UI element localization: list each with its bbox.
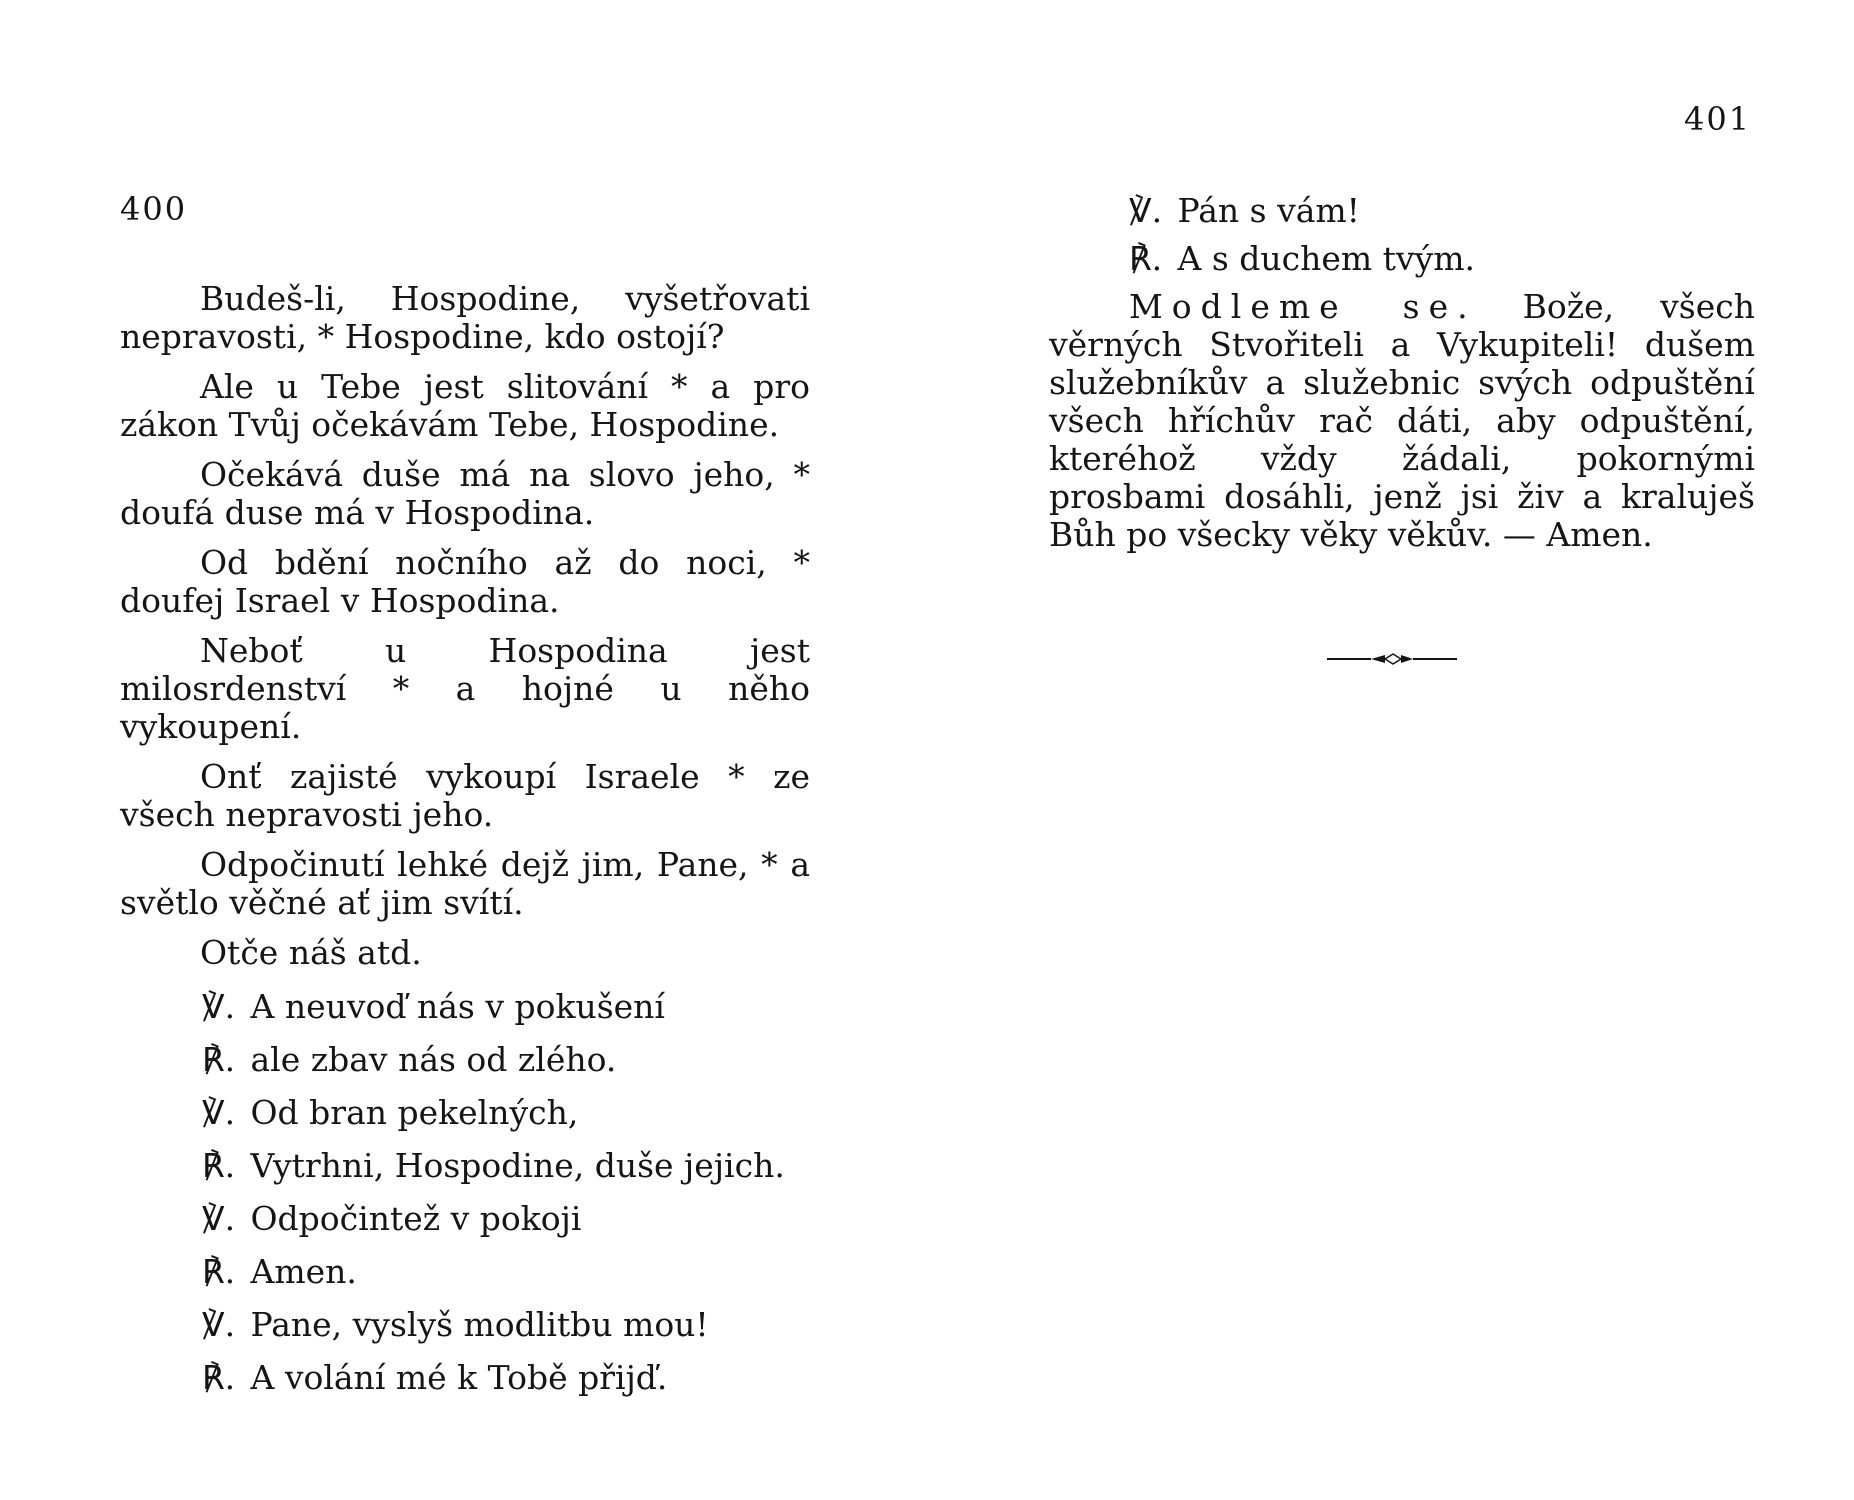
page-number: 400 <box>120 190 188 228</box>
prayer-heading: Modleme se. <box>1129 287 1477 326</box>
response-line <box>120 1359 810 1397</box>
right-page <box>927 0 1854 1500</box>
versicle-text: Od bran pekelných, <box>250 1093 579 1132</box>
prayer-text: Bože, všech věrných Stvořiteli a Vykupiteli! dušem služebníkův a služebnic svých odpuštění všech hříchův rač dáti, aby odpuštění, kteréhož vždy žádali, pokornými prosbami dosáhli, jenž jsi živ a kraluješ Bůh po všecky věky věkův. — Amen. <box>1049 287 1755 554</box>
response-symbol: ℟. <box>202 1146 236 1185</box>
versicle-text: Odpočintež v pokoji <box>250 1199 582 1238</box>
versicle-line <box>120 1306 810 1344</box>
versicle-line <box>120 1094 810 1132</box>
versicle-symbol: ℣. <box>1129 191 1163 230</box>
ornament-divider <box>1327 652 1457 666</box>
versicle-symbol: ℣. <box>202 1305 236 1344</box>
response-line <box>120 1253 810 1291</box>
our-father-line: Otče náš atd. <box>200 933 422 972</box>
left-text-column <box>120 280 810 1412</box>
response-symbol: ℟. <box>202 1358 236 1397</box>
psalm-verse: Od bdění nočního až do noci, * doufej Israel v Hospodina. <box>120 543 810 620</box>
psalm-verse: Onť zajisté vykoupí Israele * ze všech nepravosti jeho. <box>120 757 810 834</box>
versicle-symbol: ℣. <box>202 1093 236 1132</box>
response-line <box>120 1147 810 1185</box>
response-text: Vytrhni, Hospodine, duše jejich. <box>250 1146 785 1185</box>
versicle-line <box>1049 192 1755 230</box>
versicle-symbol: ℣. <box>202 1199 236 1238</box>
psalm-verse: Odpočinutí lehké dejž jim, Pane, * a světlo věčné ať jim svítí. <box>120 845 810 922</box>
versicle-text: Pane, vyslyš modlitbu mou! <box>250 1305 709 1344</box>
versicle-text: A neuvoď nás v pokušení <box>250 987 665 1026</box>
versicle-text: Pán s vám! <box>1177 191 1360 230</box>
psalm-verse: Neboť u Hospodina jest milosrdenství * a hojné u něho vykoupení. <box>120 631 810 746</box>
response-symbol: ℟. <box>202 1252 236 1291</box>
closing-prayer <box>1049 288 1755 554</box>
response-text: A s duchem tvým. <box>1177 239 1475 278</box>
page-number: 401 <box>1684 100 1752 138</box>
response-text: ale zbav nás od zlého. <box>250 1040 617 1079</box>
versicle-line <box>120 1200 810 1238</box>
versicle-line <box>120 988 810 1026</box>
response-line <box>120 1041 810 1079</box>
response-line <box>1049 240 1755 278</box>
response-symbol: ℟. <box>202 1040 236 1079</box>
right-text-column <box>1049 192 1755 566</box>
psalm-verse: Budeš-li, Hospodine, vyšetřovati nepravosti, * Hospodine, kdo ostojí? <box>120 279 810 356</box>
psalm-verse: Ale u Tebe jest slitování * a pro zákon Tvůj očekávám Tebe, Hospodine. <box>120 367 810 444</box>
response-symbol: ℟. <box>1129 239 1163 278</box>
response-text: A volání mé k Tobě přijď. <box>250 1358 668 1397</box>
versicle-symbol: ℣. <box>202 987 236 1026</box>
psalm-verse: Očekává duše má na slovo jeho, * doufá duse má v Hospodina. <box>120 455 810 532</box>
response-text: Amen. <box>250 1252 357 1291</box>
